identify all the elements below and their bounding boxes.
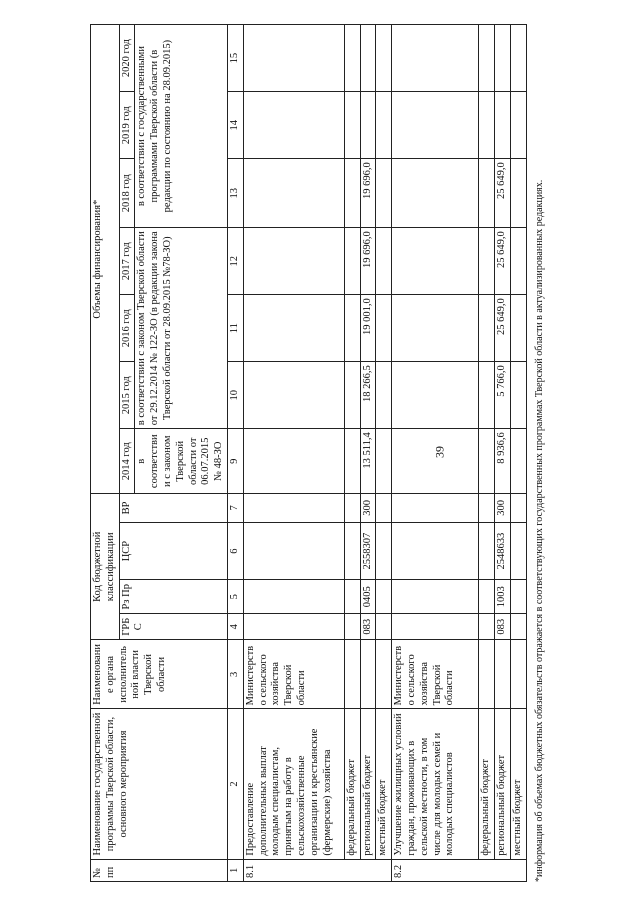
executor-name: Министерство сельского хозяйства Тверской области	[392, 640, 479, 709]
column-numbers-row	[227, 25, 243, 882]
header-program-name: Наименование государственной программы Тверской области, основного мероприятия	[91, 709, 228, 859]
amount-2018: 25 649,0	[494, 159, 510, 228]
col-num: 7	[227, 494, 243, 522]
note-2018-2020: в соответствии с государственными программами Тверской области (в редакции по состоянию на 28.09.2015)	[135, 25, 228, 228]
header-funding: Объемы финансирования*	[91, 25, 120, 494]
header-rzpr: Рз Пр	[119, 580, 227, 614]
executor-name: Министерство сельского хозяйства Тверской области	[243, 640, 344, 709]
col-num: 6	[227, 522, 243, 580]
csr-value: 2548633	[494, 522, 510, 580]
header-year-2016: 2016 год	[119, 295, 135, 362]
col-num: 5	[227, 580, 243, 614]
col-num: 15	[227, 25, 243, 92]
table-row	[360, 25, 376, 882]
col-num: 9	[227, 429, 243, 494]
table-row	[344, 25, 360, 882]
budget-type-label: региональный бюджет	[360, 709, 376, 859]
grbs-value: 083	[494, 614, 510, 640]
header-no: № пп	[91, 859, 228, 881]
amount-2015: 5 766,0	[494, 362, 510, 429]
header-year-2018: 2018 год	[119, 159, 135, 228]
header-year-2014: 2014 год	[119, 429, 135, 494]
amount-2014: 13 511,4	[360, 429, 376, 494]
row-number: 8.2	[392, 859, 526, 881]
vr-value: 300	[494, 494, 510, 522]
vr-value: 300	[360, 494, 376, 522]
note-2015-2017: в соответствии с законом Тверской области от 29.12.2014 № 122-ЗО (в редакции закона Тверской области от 28.09.2015 №78-ЗО)	[135, 228, 228, 429]
footnote: *информация об объемах бюджетных обязательств отражается в соответствующих государственных программах Тверской области в актуализированных редакциях.	[534, 179, 545, 882]
col-num: 3	[227, 640, 243, 709]
budget-type-label: региональный бюджет	[494, 709, 510, 859]
amount-2014: 8 936,6	[494, 429, 510, 494]
amount-2015: 18 266,5	[360, 362, 376, 429]
header-year-2020: 2020 год	[119, 25, 135, 92]
header-year-2017: 2017 год	[119, 228, 135, 295]
budget-type-label: федеральный бюджет	[479, 709, 495, 859]
grbs-value: 083	[360, 614, 376, 640]
rzpr-value: 0405	[360, 580, 376, 614]
header-grbs: ГРБС	[119, 614, 227, 640]
header-budget-code: Код бюджетной классификации	[91, 494, 120, 640]
table-row	[392, 25, 479, 882]
rzpr-value: 1003	[494, 580, 510, 614]
table-row	[376, 25, 392, 882]
header-year-2019: 2019 год	[119, 92, 135, 159]
amount-2017: 19 696,0	[360, 228, 376, 295]
budget-type-label: местный бюджет	[376, 709, 392, 859]
col-num: 14	[227, 92, 243, 159]
row-number: 8.1	[243, 859, 391, 881]
table-row	[494, 25, 510, 882]
budget-type-label: федеральный бюджет	[344, 709, 360, 859]
header-vr: ВР	[119, 494, 227, 522]
amount-2016: 19 001,0	[360, 295, 376, 362]
rotated-document-area	[90, 22, 550, 882]
header-executor: Наименование органа исполнительной власти Тверской области	[91, 640, 228, 709]
amount-2018: 19 696,0	[360, 159, 376, 228]
table-row	[243, 25, 344, 882]
col-num: 4	[227, 614, 243, 640]
col-num: 12	[227, 228, 243, 295]
col-num: 10	[227, 362, 243, 429]
header-year-2015: 2015 год	[119, 362, 135, 429]
funding-table	[90, 24, 527, 882]
table-row	[510, 25, 526, 882]
measure-name: Предоставление дополнительных выплат молодым специалистам, принятым на работу в сельскохозяйственные организации и крестьянские (фермерские) хозяйства	[243, 709, 344, 859]
col-num: 13	[227, 159, 243, 228]
measure-name: Улучшение жилищных условий граждан, проживающих в сельской местности, в том числе для молодых семей и молодых специалистов	[392, 709, 479, 859]
col-num: 2	[227, 709, 243, 859]
page-number: 39	[432, 446, 447, 458]
amount-2016: 25 649,0	[494, 295, 510, 362]
col-num: 11	[227, 295, 243, 362]
budget-type-label: местный бюджет	[510, 709, 526, 859]
table-row	[479, 25, 495, 882]
header-csr: ЦСР	[119, 522, 227, 580]
note-2014: в соответствии с законом Тверской области от 06.07.2015 № 48-ЗО	[135, 429, 228, 494]
csr-value: 2558307	[360, 522, 376, 580]
col-num: 1	[227, 859, 243, 881]
amount-2017: 25 649,0	[494, 228, 510, 295]
